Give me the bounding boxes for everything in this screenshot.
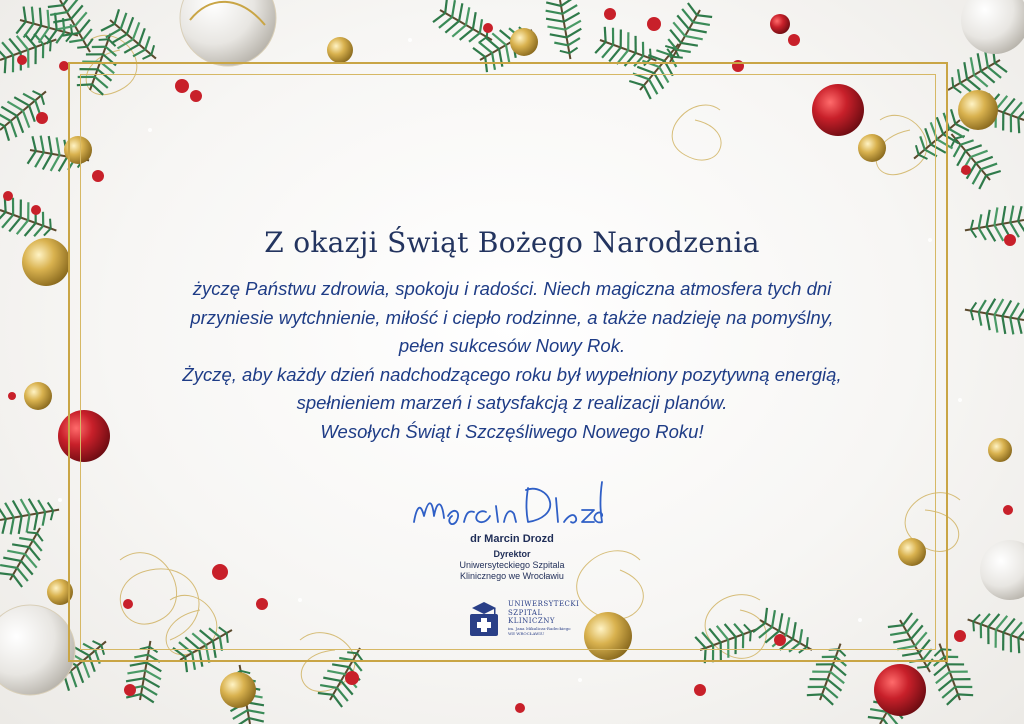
- signer-org-line: Klinicznego we Wrocławiu: [460, 571, 564, 581]
- greeting-line: Życzę, aby każdy dzień nadchodzącego roku był wypełniony pozytywną energią,: [182, 363, 842, 385]
- greeting-line: Wesołych Świąt i Szczęśliwego Nowego Roku!: [320, 420, 704, 442]
- signer-name: dr Marcin Drozd: [470, 533, 554, 545]
- greeting-line: spełnieniem marzeń i satysfakcją z realizacji planów.: [296, 392, 728, 413]
- greeting-line: przyniesie wytchnienie, miłość i ciepło rodzinne, a także nadzieję na pomyślny,: [190, 306, 834, 328]
- logo-line: SZPITAL KLINICZNY: [508, 608, 555, 625]
- signer-block: [412, 532, 612, 582]
- greeting-body: [100, 275, 924, 446]
- hospital-logo-text: [508, 600, 588, 636]
- logo-line: WE WROCŁAWIU: [508, 630, 545, 636]
- signer-role: Dyrektor: [493, 549, 531, 559]
- logo-line: im. Jana Mikulicza-Radeckiego: [508, 625, 571, 631]
- handwritten-signature: [404, 476, 624, 536]
- greeting-line: życzę Państwu zdrowia, spokoju i radości. Niech magiczna atmosfera tych dni: [192, 278, 832, 299]
- greeting-title: Z okazji Świąt Bożego Narodzenia: [264, 226, 760, 259]
- greeting-line: pełen sukcesów Nowy Rok.: [398, 335, 626, 356]
- logo-line: UNIWERSYTECKI: [508, 600, 580, 608]
- greeting-content: [100, 226, 924, 446]
- signer-org-line: Uniwersyteckiego Szpitala: [459, 560, 565, 570]
